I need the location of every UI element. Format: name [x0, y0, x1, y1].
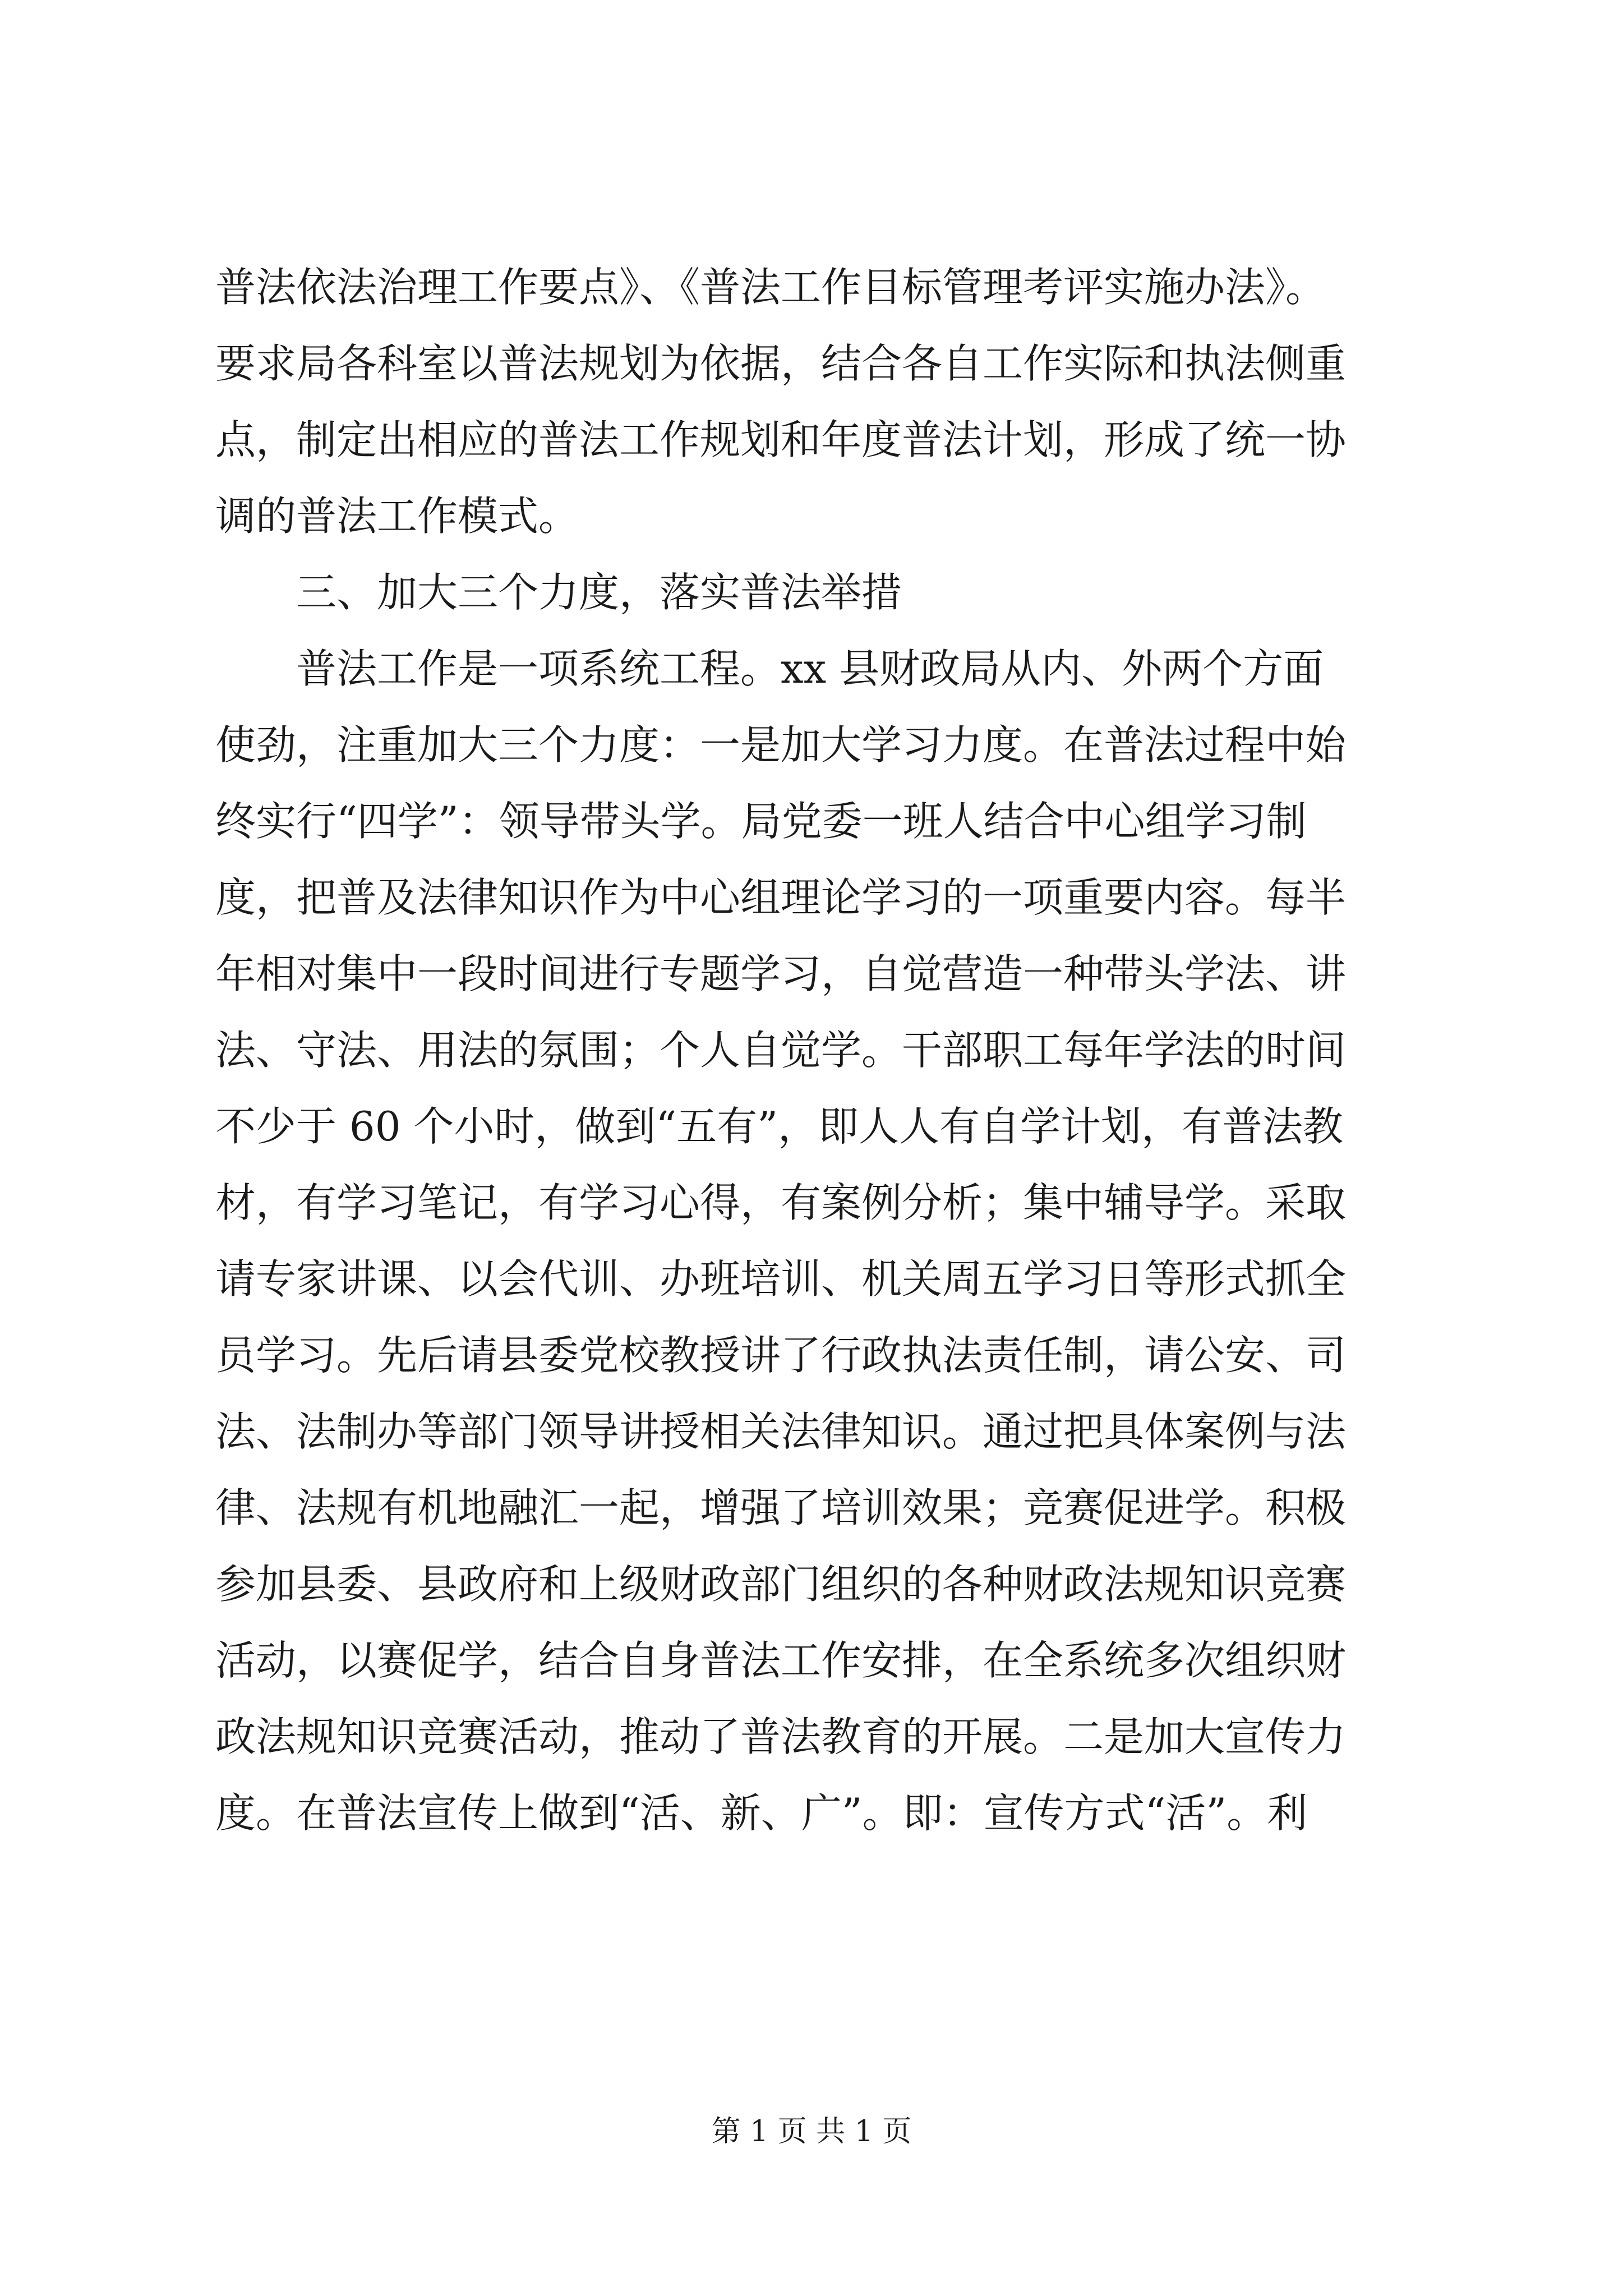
body-text-line: 调的普法工作模式。	[215, 493, 579, 540]
section-heading: 三、加大三个力度，落实普法举措	[296, 569, 902, 616]
body-text-line: 度，把普及法律知识作为中心组理论学习的一项重要内容。每半	[215, 874, 1347, 921]
body-text-line: 法、守法、用法的氛围；个人自觉学。干部职工每年学法的时间	[215, 1027, 1347, 1074]
body-text-line: 活动，以赛促学，结合自身普法工作安排，在全系统多次组织财	[215, 1637, 1347, 1684]
body-text-line: 参加县委、县政府和上级财政部门组织的各种财政法规知识竞赛	[215, 1561, 1347, 1608]
body-text-line: 普法依法治理工作要点》、《普法工作目标管理考评实施办法》。	[215, 264, 1326, 311]
body-text-line: 普法工作是一项系统工程。xx 县财政局从内、外两个方面	[296, 645, 1324, 692]
body-text-line: 使劲，注重加大三个力度：一是加大学习力度。在普法过程中始	[215, 721, 1347, 769]
body-text-line: 员学习。先后请县委党校教授讲了行政执法责任制，请公安、司	[215, 1332, 1347, 1379]
body-text-line: 政法规知识竞赛活动，推动了普法教育的开展。二是加大宣传力	[215, 1713, 1347, 1760]
body-text-line: 请专家讲课、以会代训、办班培训、机关周五学习日等形式抓全	[215, 1255, 1347, 1303]
body-text-line: 不少于 60 个小时，做到“五有”，即人人有自学计划，有普法教	[215, 1103, 1344, 1150]
body-text-line: 要求局各科室以普法规划为依据，结合各自工作实际和执法侧重	[215, 340, 1347, 387]
body-text-line: 法、法制办等部门领导讲授相关法律知识。通过把具体案例与法	[215, 1408, 1347, 1455]
body-text-line: 材，有学习笔记，有学习心得，有案例分析；集中辅导学。采取	[215, 1179, 1347, 1226]
body-text-line: 终实行“四学”：领导带头学。局党委一班人结合中心组学习制	[215, 798, 1307, 845]
page-number-footer: 第 1 页 共 1 页	[711, 2115, 912, 2148]
body-text-line: 律、法规有机地融汇一起，增强了培训效果；竞赛促进学。积极	[215, 1484, 1347, 1531]
body-text-line: 年相对集中一段时间进行专题学习，自觉营造一种带头学法、讲	[215, 950, 1347, 997]
body-text-line: 点，制定出相应的普法工作规划和年度普法计划，形成了统一协	[215, 416, 1347, 463]
body-text-line: 度。在普法宣传上做到“活、新、广”。即：宣传方式“活”。利	[215, 1789, 1308, 1837]
